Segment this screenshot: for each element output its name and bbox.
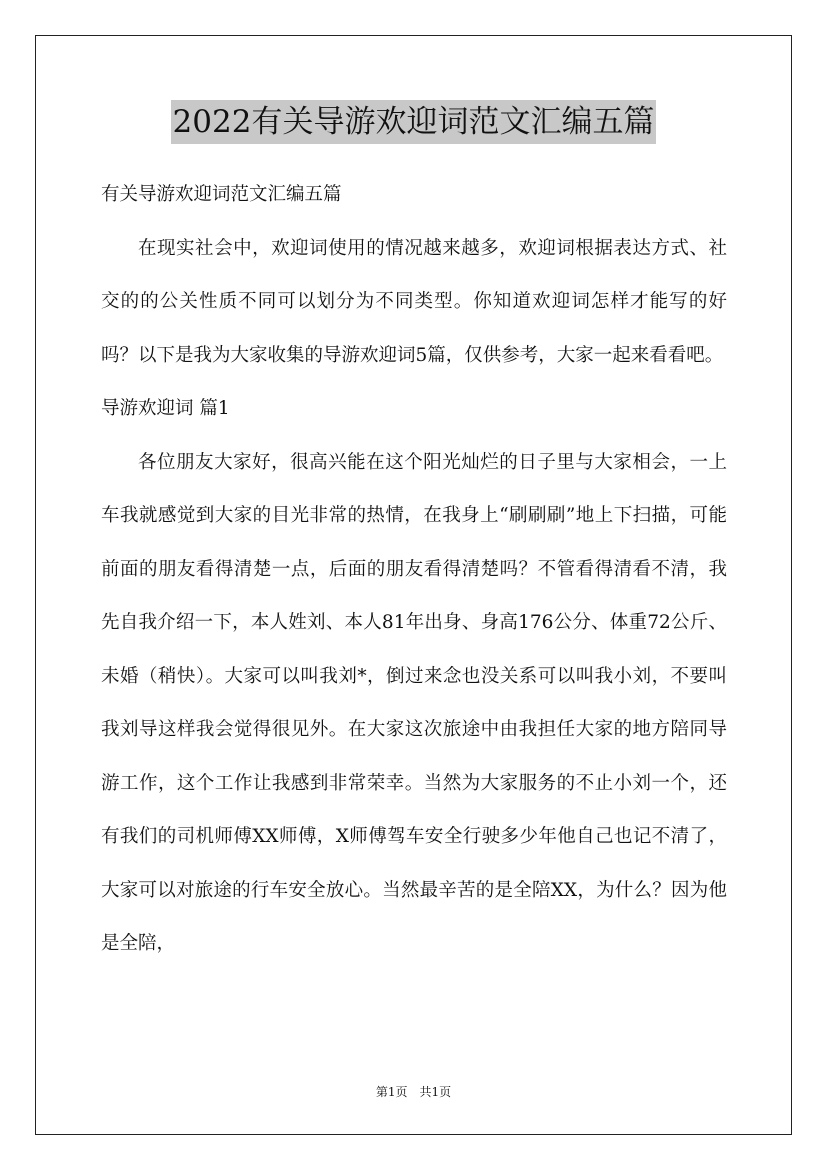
title-container [0, 100, 827, 144]
document-body [101, 168, 727, 971]
paragraph-subtitle: 有关导游欢迎词范文汇编五篇 [101, 184, 342, 205]
page-footer [0, 1082, 827, 1102]
document-title: 2022有关导游欢迎词范文汇编五篇 [171, 100, 657, 144]
page-number: 第1页 共1页 [375, 1085, 452, 1099]
paragraph-intro: 在现实社会中，欢迎词使用的情况越来越多，欢迎词根据表达方式、社交的的公关性质不同可以划分为不同类型。你知道欢迎词怎样才能写的好吗？以下是我为大家收集的导游欢迎词5篇，仅供参考，大家一起来看看吧。 [101, 237, 727, 366]
section-heading: 导游欢迎词 篇1 [101, 398, 230, 419]
paragraph-body: 各位朋友大家好，很高兴能在这个阳光灿烂的日子里与大家相会，一上车我就感觉到大家的目光非常的热情，在我身上“刷刷刷”地上下扫描，可能前面的朋友看得清楚一点，后面的朋友看得清楚吗？不管看得清看不清，我先自我介绍一下，本人姓刘、本人81年出身、身高176公分、体重72公斤、未婚（稍快）。大家可以叫我刘*，倒过来念也没关系可以叫我小刘，不要叫我刘导这样我会觉得很见外。在大家这次旅途中由我担任大家的地方陪同导游工作，这个工作让我感到非常荣幸。当然为大家服务的不止小刘一个，还有我们的司机师傅XX师傅，X师傅驾车安全行驶多少年他自己也记不清了，大家可以对旅途的行车安全放心。当然最辛苦的是全陪XX，为什么？因为他是全陪， [101, 451, 727, 954]
